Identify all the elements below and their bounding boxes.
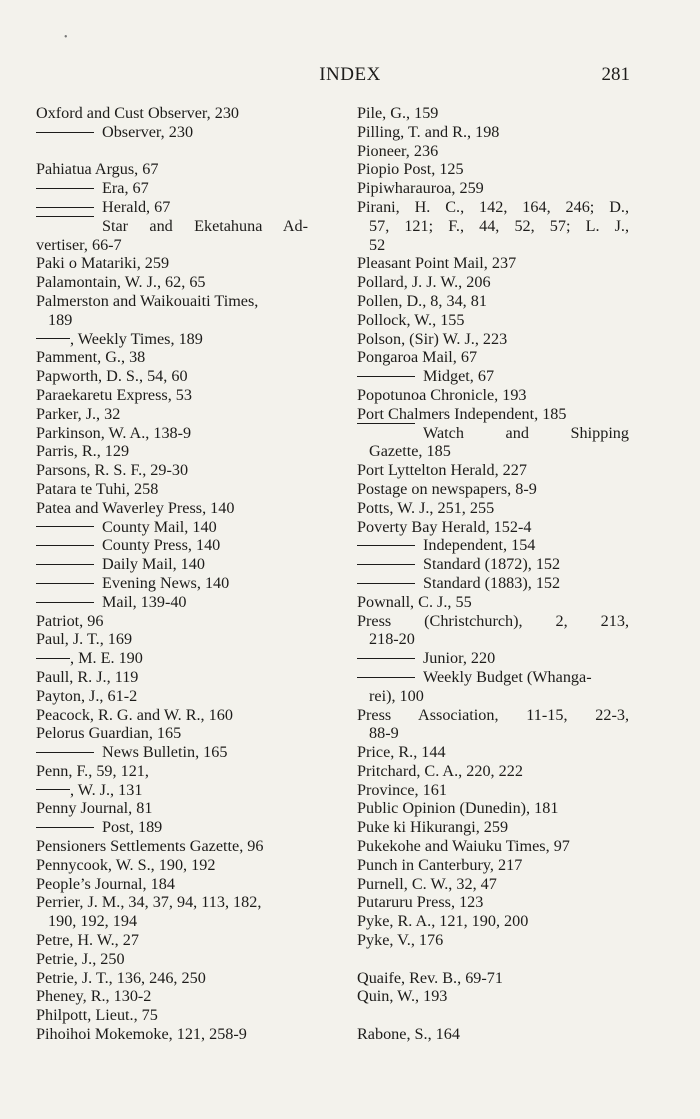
index-entry (36, 856, 308, 875)
index-subentry (357, 367, 629, 386)
index-subentry (36, 555, 308, 574)
entry-text: Evening News, 140 (102, 573, 230, 592)
ditto-dash (357, 677, 415, 678)
ditto-dash (36, 658, 70, 659)
entry-text: Paki o Matariki, 259 (36, 254, 170, 273)
entry-text: Quin, W., 193 (357, 987, 448, 1006)
entry-text: 52 (369, 235, 386, 254)
index-subentry (357, 536, 629, 555)
index-entry (357, 837, 629, 856)
ditto-dash (357, 583, 415, 584)
entry-text: , W. J., 131 (70, 780, 143, 799)
entry-text: Herald, 67 (102, 197, 171, 216)
entry-text: 190, 192, 194 (48, 912, 138, 931)
index-subentry (36, 198, 308, 217)
ditto-dash (36, 338, 70, 339)
entry-text: Pleasant Point Mail, 237 (357, 254, 517, 273)
index-entry (36, 706, 308, 725)
entry-gap (357, 1006, 629, 1025)
index-entry (36, 799, 308, 818)
index-entry (357, 386, 629, 405)
index-entry (36, 273, 308, 292)
index-entry (36, 1025, 308, 1044)
page-title: INDEX (319, 64, 381, 85)
entry-text: Patea and Waverley Press, 140 (36, 498, 235, 517)
ditto-dash (36, 545, 94, 546)
entry-text: Quaife, Rev. B., 69-71 (357, 968, 503, 987)
entry-text: Pioneer, 236 (357, 141, 439, 160)
entry-text: Pukekohe and Waiuku Times, 97 (357, 837, 570, 856)
index-entry (36, 987, 308, 1006)
ditto-dash (36, 789, 70, 790)
index-entry (36, 931, 308, 950)
ditto-dash (357, 423, 415, 424)
index-entry (36, 160, 308, 179)
index-subentry (36, 179, 308, 198)
entry-text: Paul, J. T., 169 (36, 630, 133, 649)
ditto-dash (36, 752, 94, 753)
entry-text: Puke ki Hikurangi, 259 (357, 818, 509, 837)
index-entry (357, 912, 629, 931)
index-entry (357, 442, 629, 461)
entry-text: Pennycook, W. S., 190, 192 (36, 855, 216, 874)
index-entry (357, 781, 629, 800)
index-entry (357, 687, 629, 706)
entry-text: Pyke, R. A., 121, 190, 200 (357, 912, 529, 931)
index-entry (36, 837, 308, 856)
index-subentry (357, 668, 629, 687)
entry-text: 57, 121; F., 44, 52, 57; L. J., (369, 216, 629, 235)
ditto-dash (36, 526, 94, 527)
index-entry (357, 799, 629, 818)
index-entry (357, 142, 629, 161)
index-entry (36, 480, 308, 499)
stray-mark: • (64, 32, 68, 43)
entry-text: Price, R., 144 (357, 743, 446, 762)
index-entry (357, 724, 629, 743)
index-subentry (36, 649, 308, 668)
index-entry (357, 931, 629, 950)
entry-text: Polson, (Sir) W. J., 223 (357, 329, 508, 348)
index-entry (357, 875, 629, 894)
ditto-dash (36, 216, 94, 217)
entry-gap (357, 950, 629, 969)
index-entry (357, 405, 629, 424)
entry-text: Public Opinion (Dunedin), 181 (357, 799, 559, 818)
entry-text: Pamment, G., 38 (36, 348, 146, 367)
entry-text: Papworth, D. S., 54, 60 (36, 367, 188, 386)
index-entry (357, 818, 629, 837)
ditto-dash (357, 376, 415, 377)
entry-text: Weekly Budget (Whanga- (423, 667, 592, 686)
entry-text: Petrie, J., 250 (36, 949, 125, 968)
entry-text: Pahiatua Argus, 67 (36, 160, 159, 179)
entry-text: Punch in Canterbury, 217 (357, 855, 523, 874)
index-entry (357, 236, 629, 255)
entry-text: Patriot, 96 (36, 611, 104, 630)
index-entry (357, 198, 629, 217)
index-entry (357, 123, 629, 142)
index-entry (36, 104, 308, 123)
entry-text: Pollard, J. J. W., 206 (357, 273, 491, 292)
entry-text: 88-9 (369, 724, 399, 743)
entry-text: Pyke, V., 176 (357, 931, 444, 950)
entry-text: Press (Christchurch), 2, 213, (357, 611, 629, 630)
index-entry (357, 217, 629, 236)
entry-text: Watch and Shipping (423, 423, 629, 442)
entry-text: Palamontain, W. J., 62, 65 (36, 273, 206, 292)
index-entry (357, 499, 629, 518)
index-subentry (36, 743, 308, 762)
index-entry (36, 912, 308, 931)
index-entry (36, 292, 308, 311)
index-entry (36, 254, 308, 273)
entry-text: Postage on newspapers, 8-9 (357, 479, 537, 498)
entry-text: , M. E. 190 (70, 649, 143, 668)
entry-text: Observer, 230 (102, 122, 194, 141)
page-header (0, 64, 700, 88)
index-entry (357, 311, 629, 330)
index-entry (357, 461, 629, 480)
entry-text: Pile, G., 159 (357, 104, 439, 122)
index-entry (36, 668, 308, 687)
entry-text: vertiser, 66-7 (36, 235, 122, 254)
index-subentry (357, 424, 629, 443)
entry-text: County Mail, 140 (102, 517, 217, 536)
entry-text: Palmerston and Waikouaiti Times, (36, 291, 259, 310)
index-entry (36, 762, 308, 781)
index-entry (357, 762, 629, 781)
ditto-dash (357, 658, 415, 659)
index-entry (357, 104, 629, 123)
index-subentry (36, 536, 308, 555)
index-entry (36, 461, 308, 480)
index-subentry (36, 818, 308, 837)
index-entry (36, 875, 308, 894)
index-subentry (357, 555, 629, 574)
ditto-dash (36, 188, 94, 189)
entry-text: Port Chalmers Independent, 185 (357, 404, 567, 423)
index-subentry (36, 123, 308, 142)
index-entry (36, 499, 308, 518)
index-column-right (357, 104, 629, 1044)
index-subentry (36, 330, 308, 349)
entry-text: Pipiwharauroa, 259 (357, 179, 484, 198)
entry-text: Piopio Post, 125 (357, 160, 464, 179)
entry-text: Press Association, 11-15, 22-3, (357, 705, 629, 724)
index-subentry (36, 574, 308, 593)
entry-text: Pollock, W., 155 (357, 310, 465, 329)
entry-text: Parris, R., 129 (36, 442, 130, 461)
entry-text: Penny Journal, 81 (36, 799, 153, 818)
index-entry (36, 893, 308, 912)
entry-text: Daily Mail, 140 (102, 555, 205, 574)
entry-text: Petre, H. W., 27 (36, 931, 139, 950)
entry-text: Payton, J., 61-2 (36, 686, 138, 705)
index-entry (36, 367, 308, 386)
entry-text: Pritchard, C. A., 220, 222 (357, 761, 523, 780)
entry-text: Potts, W. J., 251, 255 (357, 498, 495, 517)
index-entry (36, 236, 308, 255)
entry-text: Popotunoa Chronicle, 193 (357, 385, 527, 404)
entry-text: Pilling, T. and R., 198 (357, 122, 500, 141)
entry-text: Pirani, H. C., 142, 164, 246; D., (357, 197, 629, 216)
index-entry (357, 480, 629, 499)
entry-text: Province, 161 (357, 780, 447, 799)
entry-text: 218-20 (369, 630, 415, 649)
entry-text: Junior, 220 (423, 649, 496, 668)
ditto-dash (36, 132, 94, 133)
index-entry (36, 969, 308, 988)
index-column-left (36, 104, 308, 1044)
index-entry (357, 856, 629, 875)
ditto-dash (36, 602, 94, 603)
index-entry (36, 405, 308, 424)
entry-text: Paull, R. J., 119 (36, 667, 139, 686)
entry-gap (36, 142, 308, 161)
entry-text: Era, 67 (102, 179, 149, 198)
index-entry (357, 330, 629, 349)
index-entry (357, 893, 629, 912)
index-subentry (36, 217, 308, 236)
ditto-dash (36, 564, 94, 565)
entry-text: Penn, F., 59, 121, (36, 761, 149, 780)
entry-text: Poverty Bay Herald, 152-4 (357, 517, 532, 536)
entry-text: Mail, 139-40 (102, 592, 187, 611)
entry-text: Parkinson, W. A., 138-9 (36, 423, 192, 442)
entry-text: County Press, 140 (102, 536, 221, 555)
ditto-dash (36, 207, 94, 208)
entry-text: Independent, 154 (423, 536, 536, 555)
entry-text: Pelorus Guardian, 165 (36, 724, 182, 743)
ditto-dash (357, 564, 415, 565)
index-entry (36, 348, 308, 367)
entry-text: Pheney, R., 130-2 (36, 987, 152, 1006)
index-entry (36, 724, 308, 743)
entry-text: Parsons, R. S. F., 29-30 (36, 461, 189, 480)
entry-text: Philpott, Lieut., 75 (36, 1006, 158, 1025)
index-subentry (36, 593, 308, 612)
index-entry (357, 706, 629, 725)
ditto-dash (357, 545, 415, 546)
entry-text: Post, 189 (102, 818, 163, 837)
entry-text: News Bulletin, 165 (102, 743, 228, 762)
entry-text: Pownall, C. J., 55 (357, 592, 472, 611)
index-entry (36, 442, 308, 461)
index-subentry (36, 781, 308, 800)
entry-text: People’s Journal, 184 (36, 874, 175, 893)
entry-text: Gazette, 185 (369, 442, 451, 461)
index-entry (357, 273, 629, 292)
entry-text: 189 (48, 310, 73, 329)
index-entry (357, 593, 629, 612)
entry-text: Standard (1883), 152 (423, 573, 561, 592)
entry-text: Midget, 67 (423, 367, 495, 386)
entry-text: Pihoihoi Mokemoke, 121, 258-9 (36, 1025, 247, 1044)
index-entry (36, 386, 308, 405)
entry-text: , Weekly Times, 189 (70, 329, 203, 348)
index-entry (357, 518, 629, 537)
index-entry (36, 424, 308, 443)
entry-text: Pensioners Settlements Gazette, 96 (36, 837, 264, 856)
entry-text: Pongaroa Mail, 67 (357, 348, 478, 367)
index-entry (36, 687, 308, 706)
index-entry (357, 348, 629, 367)
index-entry (357, 987, 629, 1006)
index-entry (357, 630, 629, 649)
entry-text: Purnell, C. W., 32, 47 (357, 874, 497, 893)
index-entry (357, 1025, 629, 1044)
entry-text: Perrier, J. M., 34, 37, 94, 113, 182, (36, 893, 262, 912)
index-entry (36, 630, 308, 649)
entry-text: Patara te Tuhi, 258 (36, 479, 159, 498)
entry-text: Petrie, J. T., 136, 246, 250 (36, 968, 206, 987)
entry-text: Paraekaretu Express, 53 (36, 385, 192, 404)
index-entry (357, 743, 629, 762)
index-entry (36, 311, 308, 330)
index-subentry (357, 649, 629, 668)
entry-text: Star and Eketahuna Ad- (102, 216, 308, 235)
entry-text: Putaruru Press, 123 (357, 893, 484, 912)
index-entry (357, 179, 629, 198)
entry-text: rei), 100 (369, 686, 424, 705)
entry-text: Peacock, R. G. and W. R., 160 (36, 705, 233, 724)
index-entry (36, 612, 308, 631)
ditto-dash (36, 583, 94, 584)
entry-text: Pollen, D., 8, 34, 81 (357, 291, 487, 310)
page-number: 281 (601, 64, 630, 85)
index-entry (357, 160, 629, 179)
index-entry (357, 969, 629, 988)
index-entry (357, 292, 629, 311)
entry-text: Oxford and Cust Observer, 230 (36, 104, 240, 122)
ditto-dash (36, 827, 94, 828)
entry-text: Standard (1872), 152 (423, 555, 561, 574)
index-entry (36, 1006, 308, 1025)
index-subentry (357, 574, 629, 593)
index-entry (357, 254, 629, 273)
entry-text: Rabone, S., 164 (357, 1025, 460, 1044)
index-subentry (36, 518, 308, 537)
index-entry (357, 612, 629, 631)
index-entry (36, 950, 308, 969)
entry-text: Port Lyttelton Herald, 227 (357, 461, 527, 480)
entry-text: Parker, J., 32 (36, 404, 121, 423)
